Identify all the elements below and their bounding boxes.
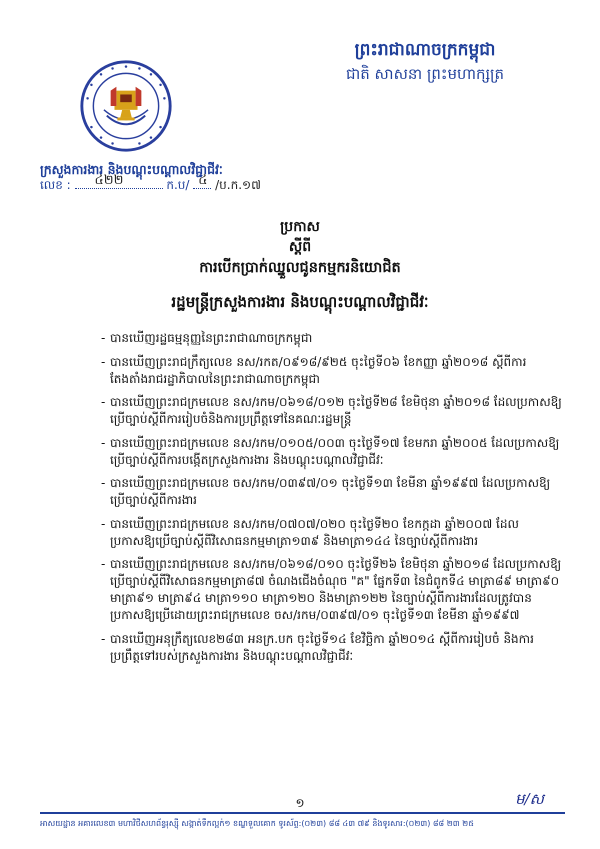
- document-about: ស្តីពី: [288, 239, 312, 255]
- ref-handwritten-field: [193, 173, 211, 189]
- clause-item: - បានឃើញព្រះរាជក្រមលេខ នស/រកម/០៧០៧/០២០ ចុះថ្ងៃទី២០ ខែកក្កដា ឆ្នាំ២០០៧ ដែលប្រកាសឱ្យប្រើច្បាប់ស្តីពីវិសោធនកម្មមាត្រា១៣៩ និងមាត្រា១៤៤ នៃច្បាប់ស្តីពីការងារ: [102, 516, 562, 550]
- clause-item: - បានឃើញព្រះរាជក្រឹត្យលេខ នស/រកត/០៩១៨/៩២៥ ចុះថ្ងៃទី០៦ ខែកញ្ញា ឆ្នាំ២០១៨ ស្តីពីការតែងតាំងរាជរដ្ឋាភិបាលនៃព្រះរាជាណាចក្រកម្ពុជា: [102, 354, 562, 388]
- reference-number: [40, 173, 261, 193]
- ref-number-field: [75, 173, 163, 189]
- kingdom-title: ព្រះរាជាណាចក្រកម្ពុជា: [354, 40, 496, 60]
- document-type: ប្រកាស: [280, 219, 320, 235]
- clause-item: - បានឃើញព្រះរាជក្រមលេខ នស/រកម/០៦១៨/០១២ ចុះថ្ងៃទី២៨ ខែមិថុនា ឆ្នាំ២០១៨ ដែលប្រកាសឱ្យប្រើច្បាប់ស្តីពីការរៀបចំនិងការប្រព្រឹត្តទៅនៃគណៈរដ្ឋមន្ត្រី: [102, 394, 562, 428]
- ref-number: ៤២២: [94, 173, 124, 188]
- national-motto: ជាតិ សាសនា ព្រះមហាក្សត្រ: [345, 65, 505, 83]
- footer-address: អាសយដ្ឋាន អគារលេខ៣ មហាវិថីសហព័ន្ធរុស្ស៊ី សង្កាត់ទឹកល្អក់១ ខណ្ឌទួលគោក ទូរស័ព្ទ:(០២៣) ៨៨ ៤៣ ៧៩ និងទូរសារ:(០២៣) ៨៨ ២៣ ២៥: [40, 819, 474, 828]
- footer-divider: [40, 812, 565, 814]
- preamble-clauses: [102, 330, 562, 671]
- clause-item: - បានឃើញព្រះរាជក្រមលេខ នស/រកម/០១០៥/០០៣ ចុះថ្ងៃទី១៧ ខែមករា ឆ្នាំ២០០៥ ដែលប្រកាសឱ្យប្រើច្បាប់ស្តីពីការបង្កើតក្រសួងការងារ និងបណ្តុះបណ្តាលវិជ្ជាជីវៈ: [102, 435, 562, 469]
- handwritten-initials: ម/ស: [515, 790, 544, 808]
- page-number: ១: [295, 796, 305, 810]
- ref-mid: ក.ប/: [166, 178, 190, 192]
- clause-item: - បានឃើញព្រះរាជក្រមលេខ នស/រកម/០៦១៨/០១០ ចុះថ្ងៃទី២៦ ខែមិថុនា ឆ្នាំ២០១៨ ដែលប្រកាសឱ្យប្រើច្បាប់ស្តីពីវិសោធនកម្មមាត្រា៨៧ ចំណងជើងចំណុច "គ" ផ្នែកទី៣ នៃជំពូកទី៤ មាត្រា៨៩ មាត្រា៩០ មាត្រា៩១ មាត្រា៩៤ មាត្រា១១០ មាត្រា១២០ និងមាត្រា១២២ នៃច្បាប់ស្តីពីការងារដែលត្រូវបានប្រកាសឱ្យប្រើដោយព្រះរាជក្រមលេខ ចស/រកម/០៣៩៧/០១ ចុះថ្ងៃទី១៣ ខែមីនា ឆ្នាំ១៩៩៧: [102, 556, 562, 624]
- ministry-seal-logo: [78, 58, 174, 154]
- clause-item: - បានឃើញអនុក្រឹត្យលេខ២៨៣ អនក្រ.បក ចុះថ្ងៃទី១៤ ខែវិច្ឆិកា ឆ្នាំ២០១៤ ស្តីពីការរៀបចំ និងការប្រព្រឹត្តទៅរបស់ក្រសួងការងារ និងបណ្តុះបណ្តាលវិជ្ជាជីវៈ: [102, 631, 562, 665]
- clause-item: - បានឃើញព្រះរាជក្រមលេខ ចស/រកម/០៣៩៧/០១ ចុះថ្ងៃទី១៣ ខែមីនា ឆ្នាំ១៩៩៧ ដែលប្រកាសឱ្យប្រើច្បាប់ស្តីពីការងារ: [102, 475, 562, 509]
- ref-suffix: /ប.ក.១៧: [215, 178, 261, 192]
- ref-handwritten: ៤: [198, 173, 208, 188]
- ref-prefix: លេខ :: [40, 178, 71, 192]
- issuing-authority: រដ្ឋមន្ត្រីក្រសួងការងារ និងបណ្តុះបណ្តាលវិជ្ជាជីវៈ: [171, 293, 429, 311]
- clause-item: - បានឃើញរដ្ឋធម្មនុញ្ញនៃព្រះរាជាណាចក្រកម្ពុជា: [102, 330, 562, 347]
- ministry-name: ក្រសួងការងារ និងបណ្តុះបណ្តាលវិជ្ជាជីវៈ: [40, 162, 223, 177]
- document-subject: ការបើកប្រាក់ឈ្នួលជូនកម្មករនិយោជិត: [199, 260, 401, 276]
